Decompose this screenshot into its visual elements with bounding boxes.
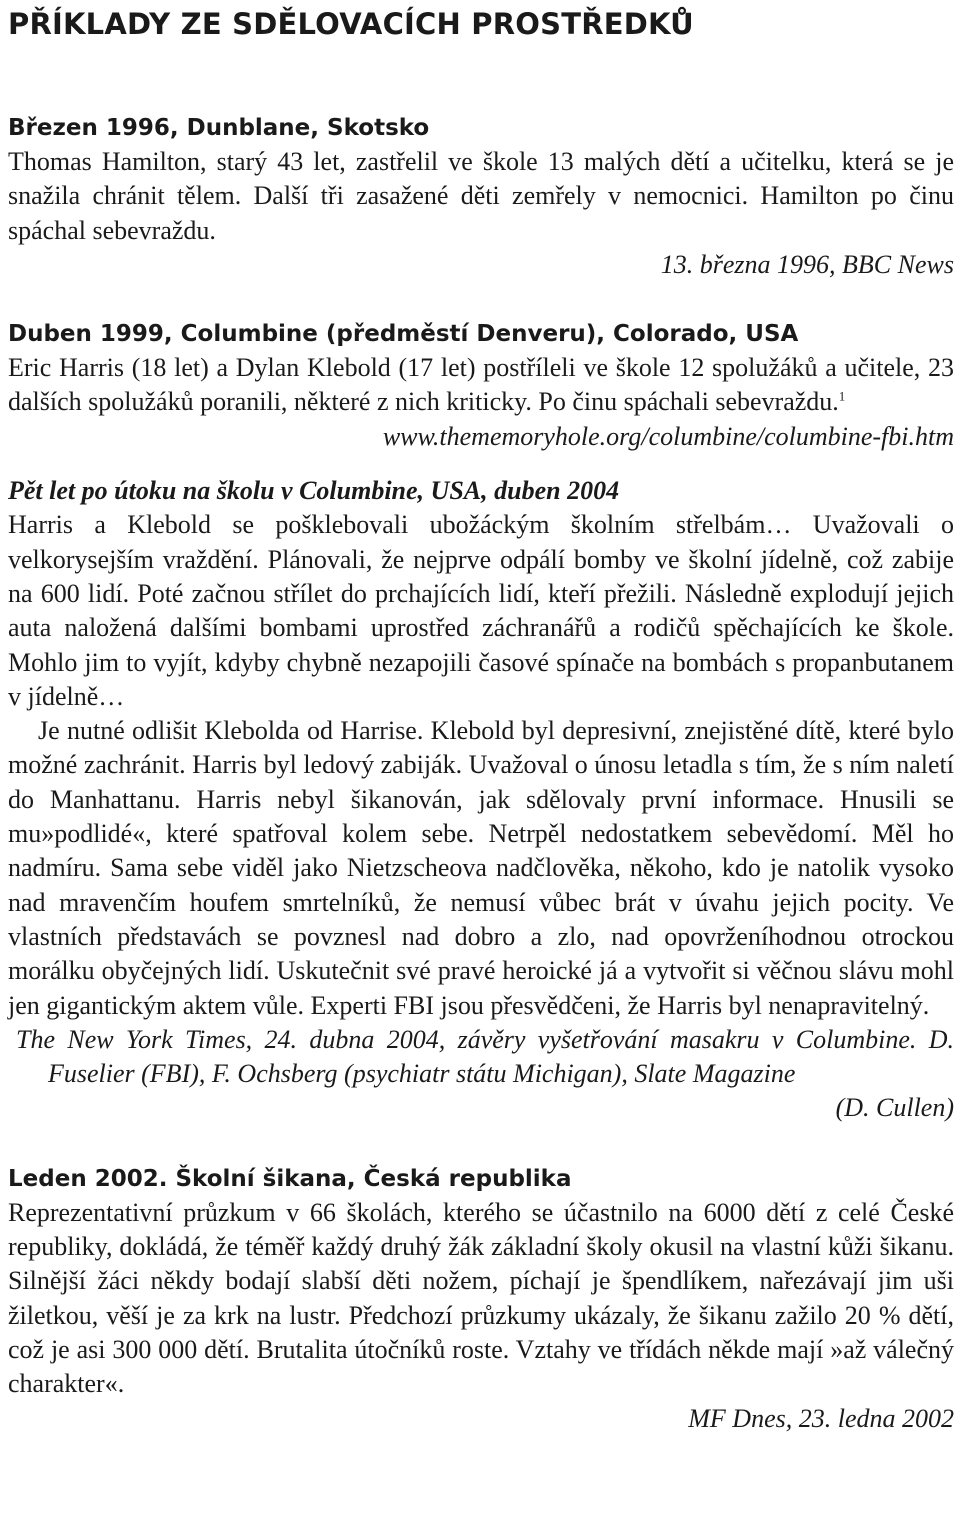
article-source: 13. března 1996, BBC News — [660, 249, 954, 279]
article-source: www.thememoryhole.org/columbine/columbine-fbi.htm — [382, 421, 954, 451]
footnote-mark: 1 — [838, 388, 846, 404]
article-source: MF Dnes, 23. ledna 2002 — [688, 1403, 954, 1433]
article-heading: Březen 1996, Dunblane, Skotsko — [8, 115, 430, 141]
article-body-text: Eric Harris (18 let) a Dylan Klebold (17 let) postříleli ve škole 12 spolužáků a učitele, 23 dalších spolužáků poranili, některé z nich kriticky. Po činu spáchali sebevraždu. — [8, 353, 954, 417]
article-dunblane — [8, 111, 954, 282]
article-source-main: The New York Times, 24. dubna 2004, závěry vyšetřování masakru v Columbine. D. Fuselier (FBI), F. Ochsberg (psychiatr státu Michigan), Slate Magazine — [16, 1024, 954, 1089]
article-body-paragraph-1: Harris a Klebold se pošklebovali ubožáckým školním střelbám… Uvažovali o velkorysejším vraždění. Plánovali, že nejprve odpálí bomby ve školní jídelně, což zabije na 600 lidí. Poté začnou střílet do prchajících lidí, kteří přežili. Následně explodují jejich auta naložená dalšími bombami uprostřed záchranářů a rodičů spěchajících ke škole. Mohlo jim to vyjít, kdyby chybně nezapojili časové spínače na bombách s propanbutanem v jídelně… — [8, 510, 954, 711]
article-source — [8, 1023, 954, 1126]
article-heading: Pět let po útoku na školu v Columbine, USA, duben 2004 — [8, 476, 620, 506]
article-body: Reprezentativní průzkum v 66 školách, kterého se účastnilo na 6000 dětí z celé České republiky, dokládá, že téměř každý druhý žák základní školy okusil na vlastní kůži šikanu. Silnější žáci někdy bodají slabší děti nožem, píchají je špendlíkem, nařezávají jim uši žiletkou, věší je za krk na lustr. Předchozí průzkumy ukázaly, že šikanu zažilo 20 % dětí, což je asi 300 000 dětí. Brutalita útočníků roste. Vztahy ve třídách někde mají »až válečný charakter«. — [8, 1197, 954, 1399]
article-body — [8, 351, 954, 420]
article-heading: Leden 2002. Školní šikana, Česká republika — [8, 1165, 572, 1192]
article-columbine-2004 — [8, 474, 954, 1126]
page-title: PŘÍKLADY ZE SDĚLOVACÍCH PROSTŘEDKŮ — [8, 7, 694, 41]
article-heading: Duben 1999, Columbine (předměstí Denveru), Colorado, USA — [8, 321, 799, 348]
article-body: Thomas Hamilton, starý 43 let, zastřelil ve škole 13 malých dětí a učitelku, která se je snažila chránit tělem. Další tři zasažené děti zemřely v nemocnici. Hamilton po činu spáchal sebevraždu. — [8, 147, 954, 245]
article-source-end: (D. Cullen) — [835, 1093, 954, 1123]
article-columbine-1999 — [8, 317, 954, 454]
article-body-paragraph-2: Je nutné odlišit Klebolda od Harrise. Klebold byl depresivní, znejistěné dítě, které bylo možné zachránit. Harris byl ledový zabiják. Uvažoval o únosu letadla s tím, že s ním naletí do Manhattanu. Harris nebyl šikanován, jak sdělovaly první informace. Hnusili se mu»podlidé«, které spatřoval kolem sebe. Netrpěl nedostatkem sebevědomí. Měl ho nadmíru. Sama sebe viděl jako Nietzscheova nadčlověka, někoho, kdo je natolik vysoko nad mravenčím houfem smrtelníků, že nemusí vůbec brát v úvahu jejich pocity. Ve vlastních představách se povznesl nad dobro a zlo, nad opovrženíhodnou otrockou morálku obyčejných lidí. Uskutečnit své pravé heroické já a vytvořit si věčnou slávu mohl jen gigantickým aktem vůle. Experti FBI jsou přesvědčeni, že Harris byl nenapravitelný. — [8, 716, 954, 1020]
article-sikana-2002 — [8, 1162, 954, 1436]
